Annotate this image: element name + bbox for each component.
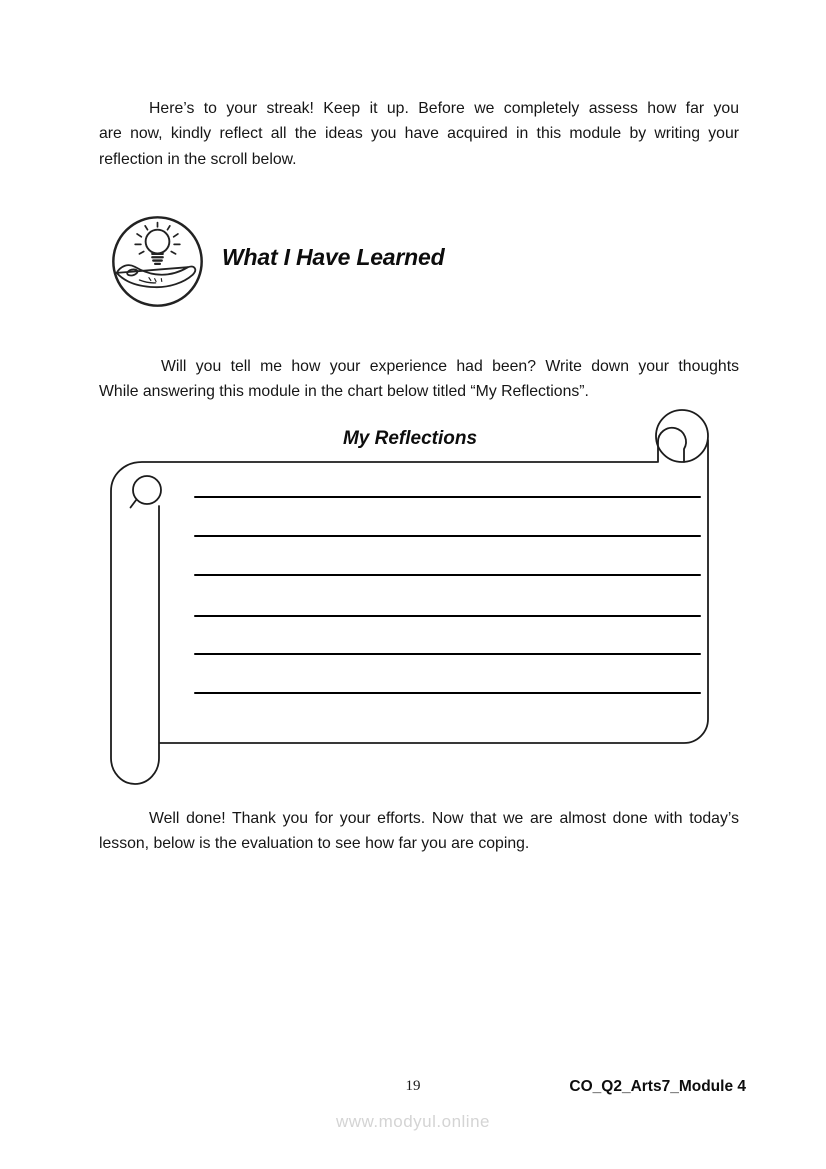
hand-lightbulb-icon-svg bbox=[110, 214, 205, 309]
intro-paragraph bbox=[99, 96, 739, 172]
paragraph-line: reflection in the scroll below. bbox=[99, 150, 297, 168]
scroll-sheet-left bbox=[111, 462, 657, 784]
page-number: 19 bbox=[405, 1078, 421, 1094]
lightbulb-base bbox=[152, 254, 162, 264]
closing-paragraph bbox=[99, 806, 739, 857]
lightbulb-glass bbox=[146, 230, 170, 254]
module-code: CO_Q2_Arts7_Module 4 bbox=[569, 1078, 746, 1095]
scroll-left-curl-tail bbox=[131, 500, 137, 508]
paragraph-line: Here’s to your streak! Keep it up. Before we completely assess how far you bbox=[149, 100, 739, 117]
paragraph-line: Well done! Thank you for your efforts. Now that we are almost done with today’s bbox=[149, 810, 739, 827]
section-heading: What I Have Learned bbox=[222, 244, 445, 270]
paragraph-line: Will you tell me how your experience had been? Write down your thoughts bbox=[161, 358, 739, 375]
scroll-writing-lines bbox=[195, 497, 700, 693]
lightbulb-rays bbox=[135, 223, 180, 254]
scroll-svg bbox=[100, 400, 720, 795]
scroll-title: My Reflections bbox=[342, 428, 478, 449]
scroll-top-right-roll bbox=[656, 410, 708, 462]
paragraph-line: are now, kindly reflect all the ideas you have acquired in this module by writing your bbox=[99, 125, 739, 143]
scroll-sheet-right bbox=[160, 440, 708, 743]
reflection-scroll-graphic bbox=[100, 400, 720, 795]
hand-outline bbox=[117, 265, 196, 287]
hand-lightbulb-icon bbox=[110, 214, 205, 309]
paragraph-line: While answering this module in the chart below titled “My Reflections”. bbox=[99, 383, 589, 401]
paragraph-line: lesson, below is the evaluation to see how far you are coping. bbox=[99, 835, 530, 853]
prompt-paragraph bbox=[99, 354, 739, 405]
watermark-text: www.modyul.online bbox=[335, 1112, 490, 1131]
